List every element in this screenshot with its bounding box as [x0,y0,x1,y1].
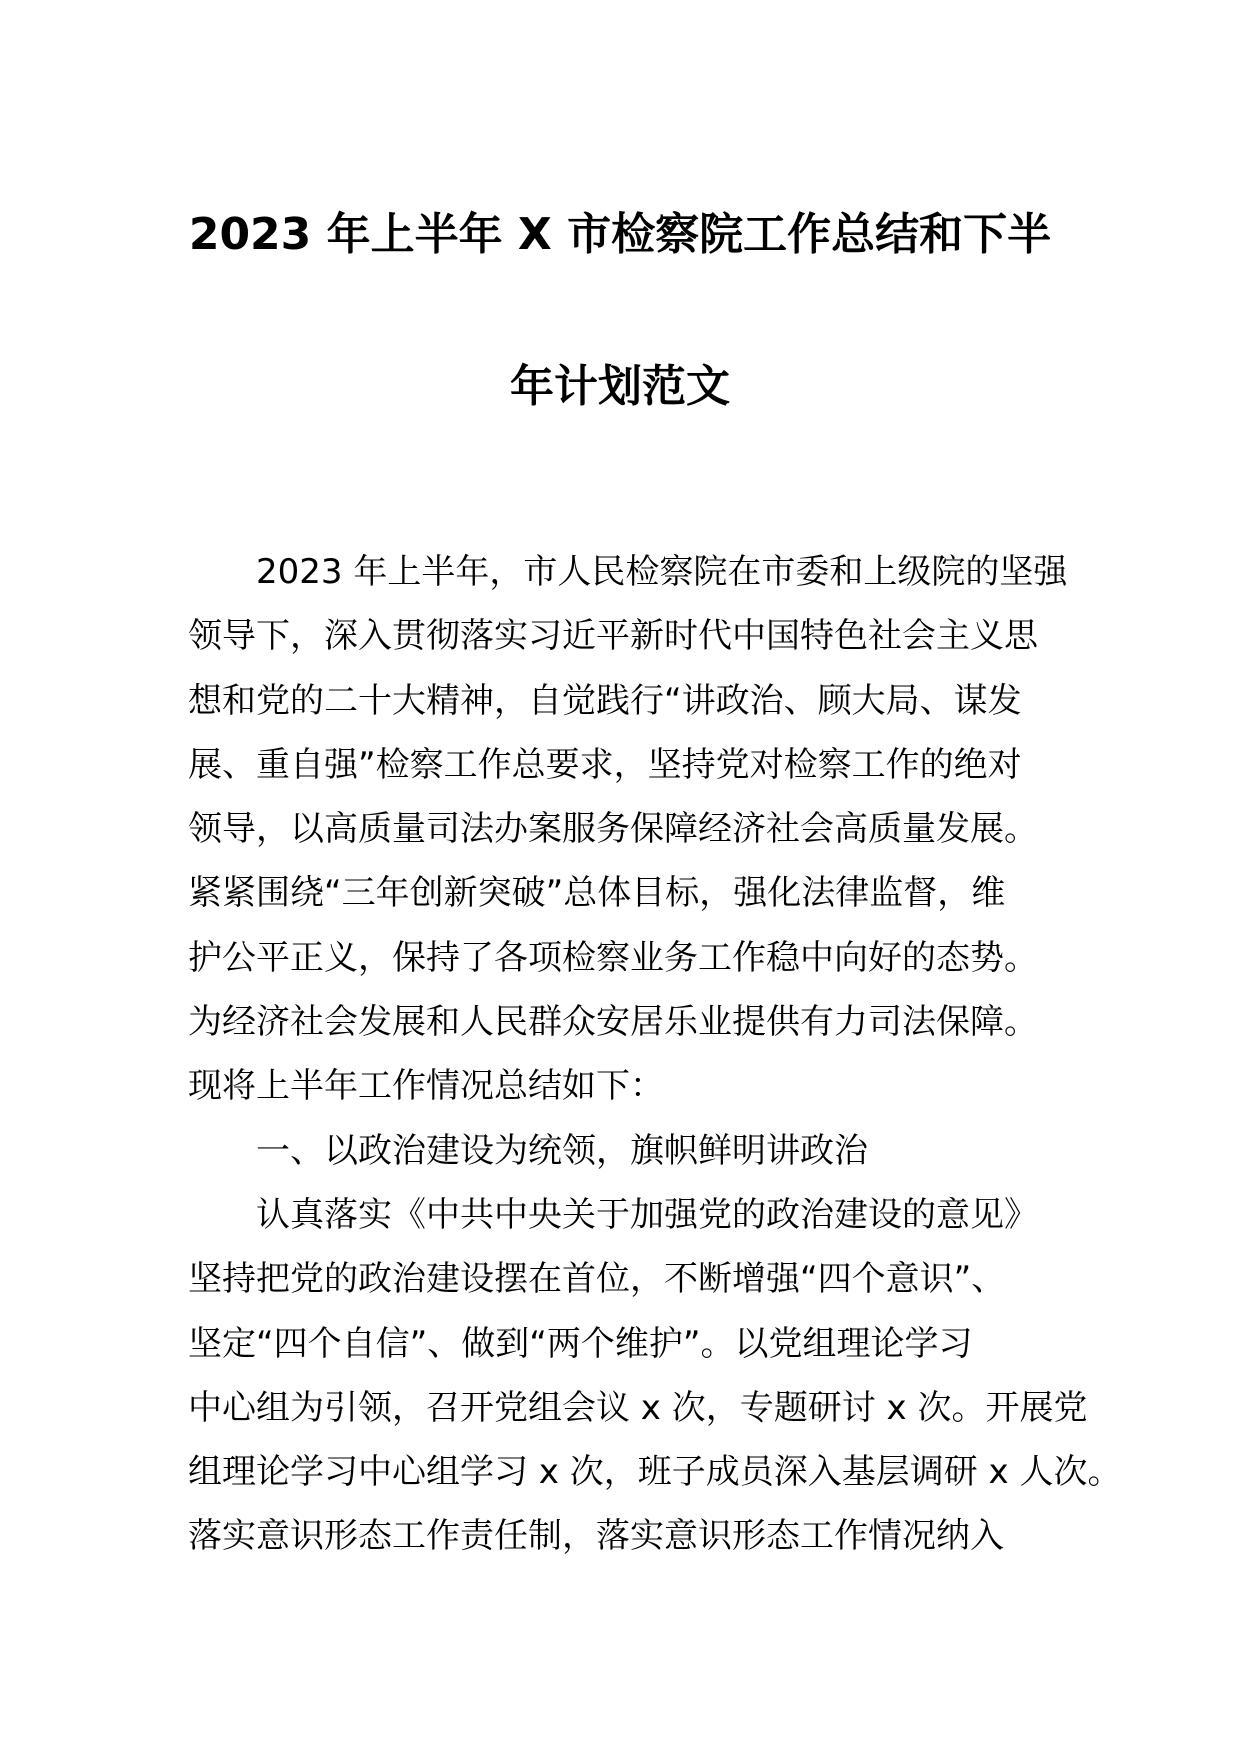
body-line: 为经济社会发展和人民群众安居乐业提供有力司法保障。 [188,1002,1038,1043]
document-body [188,540,1122,1569]
document-title-line-1: 2023 年上半年 X 市检察院工作总结和下半 [188,209,1052,260]
body-line: 中心组为引领，召开党组会议 x 次，专题研讨 x 次。开展党 [188,1387,1088,1428]
body-line: 想和党的二十大精神，自觉践行“讲政治、顾大局、谋发 [188,680,1022,721]
body-line: 坚持把党的政治建设摆在首位，不断增强“四个意识”、 [188,1259,1006,1300]
body-line: 领导，以高质量司法办案服务保障经济社会高质量发展。 [188,809,1038,850]
body-line: 认真落实《中共中央关于加强党的政治建设的意见》 [256,1194,1038,1235]
section-heading: 一、以政治建设为统领，旗帜鲜明讲政治 [256,1130,868,1171]
body-line: 紧紧围绕“三年创新突破”总体目标，强化法律监督，维 [188,873,1006,914]
body-line: 坚定“四个自信”、做到“两个维护”。以党组理论学习 [188,1323,973,1364]
body-line: 现将上半年工作情况总结如下： [188,1066,664,1107]
body-line: 领导下，深入贯彻落实习近平新时代中国特色社会主义思 [188,616,1038,657]
body-line: 展、重自强”检察工作总要求，坚持党对检察工作的绝对 [188,744,1022,785]
body-line: 2023 年上半年，市人民检察院在市委和上级院的坚强 [256,552,1068,592]
body-line: 护公平正义，保持了各项检察业务工作稳中向好的态势。 [188,937,1038,978]
body-line: 组理论学习中心组学习 x 次，班子成员深入基层调研 x 人次。 [188,1452,1122,1493]
body-line: 落实意识形态工作责任制，落实意识形态工作情况纳入 [188,1516,1004,1557]
document-title-line-2: 年计划范文 [510,361,730,412]
